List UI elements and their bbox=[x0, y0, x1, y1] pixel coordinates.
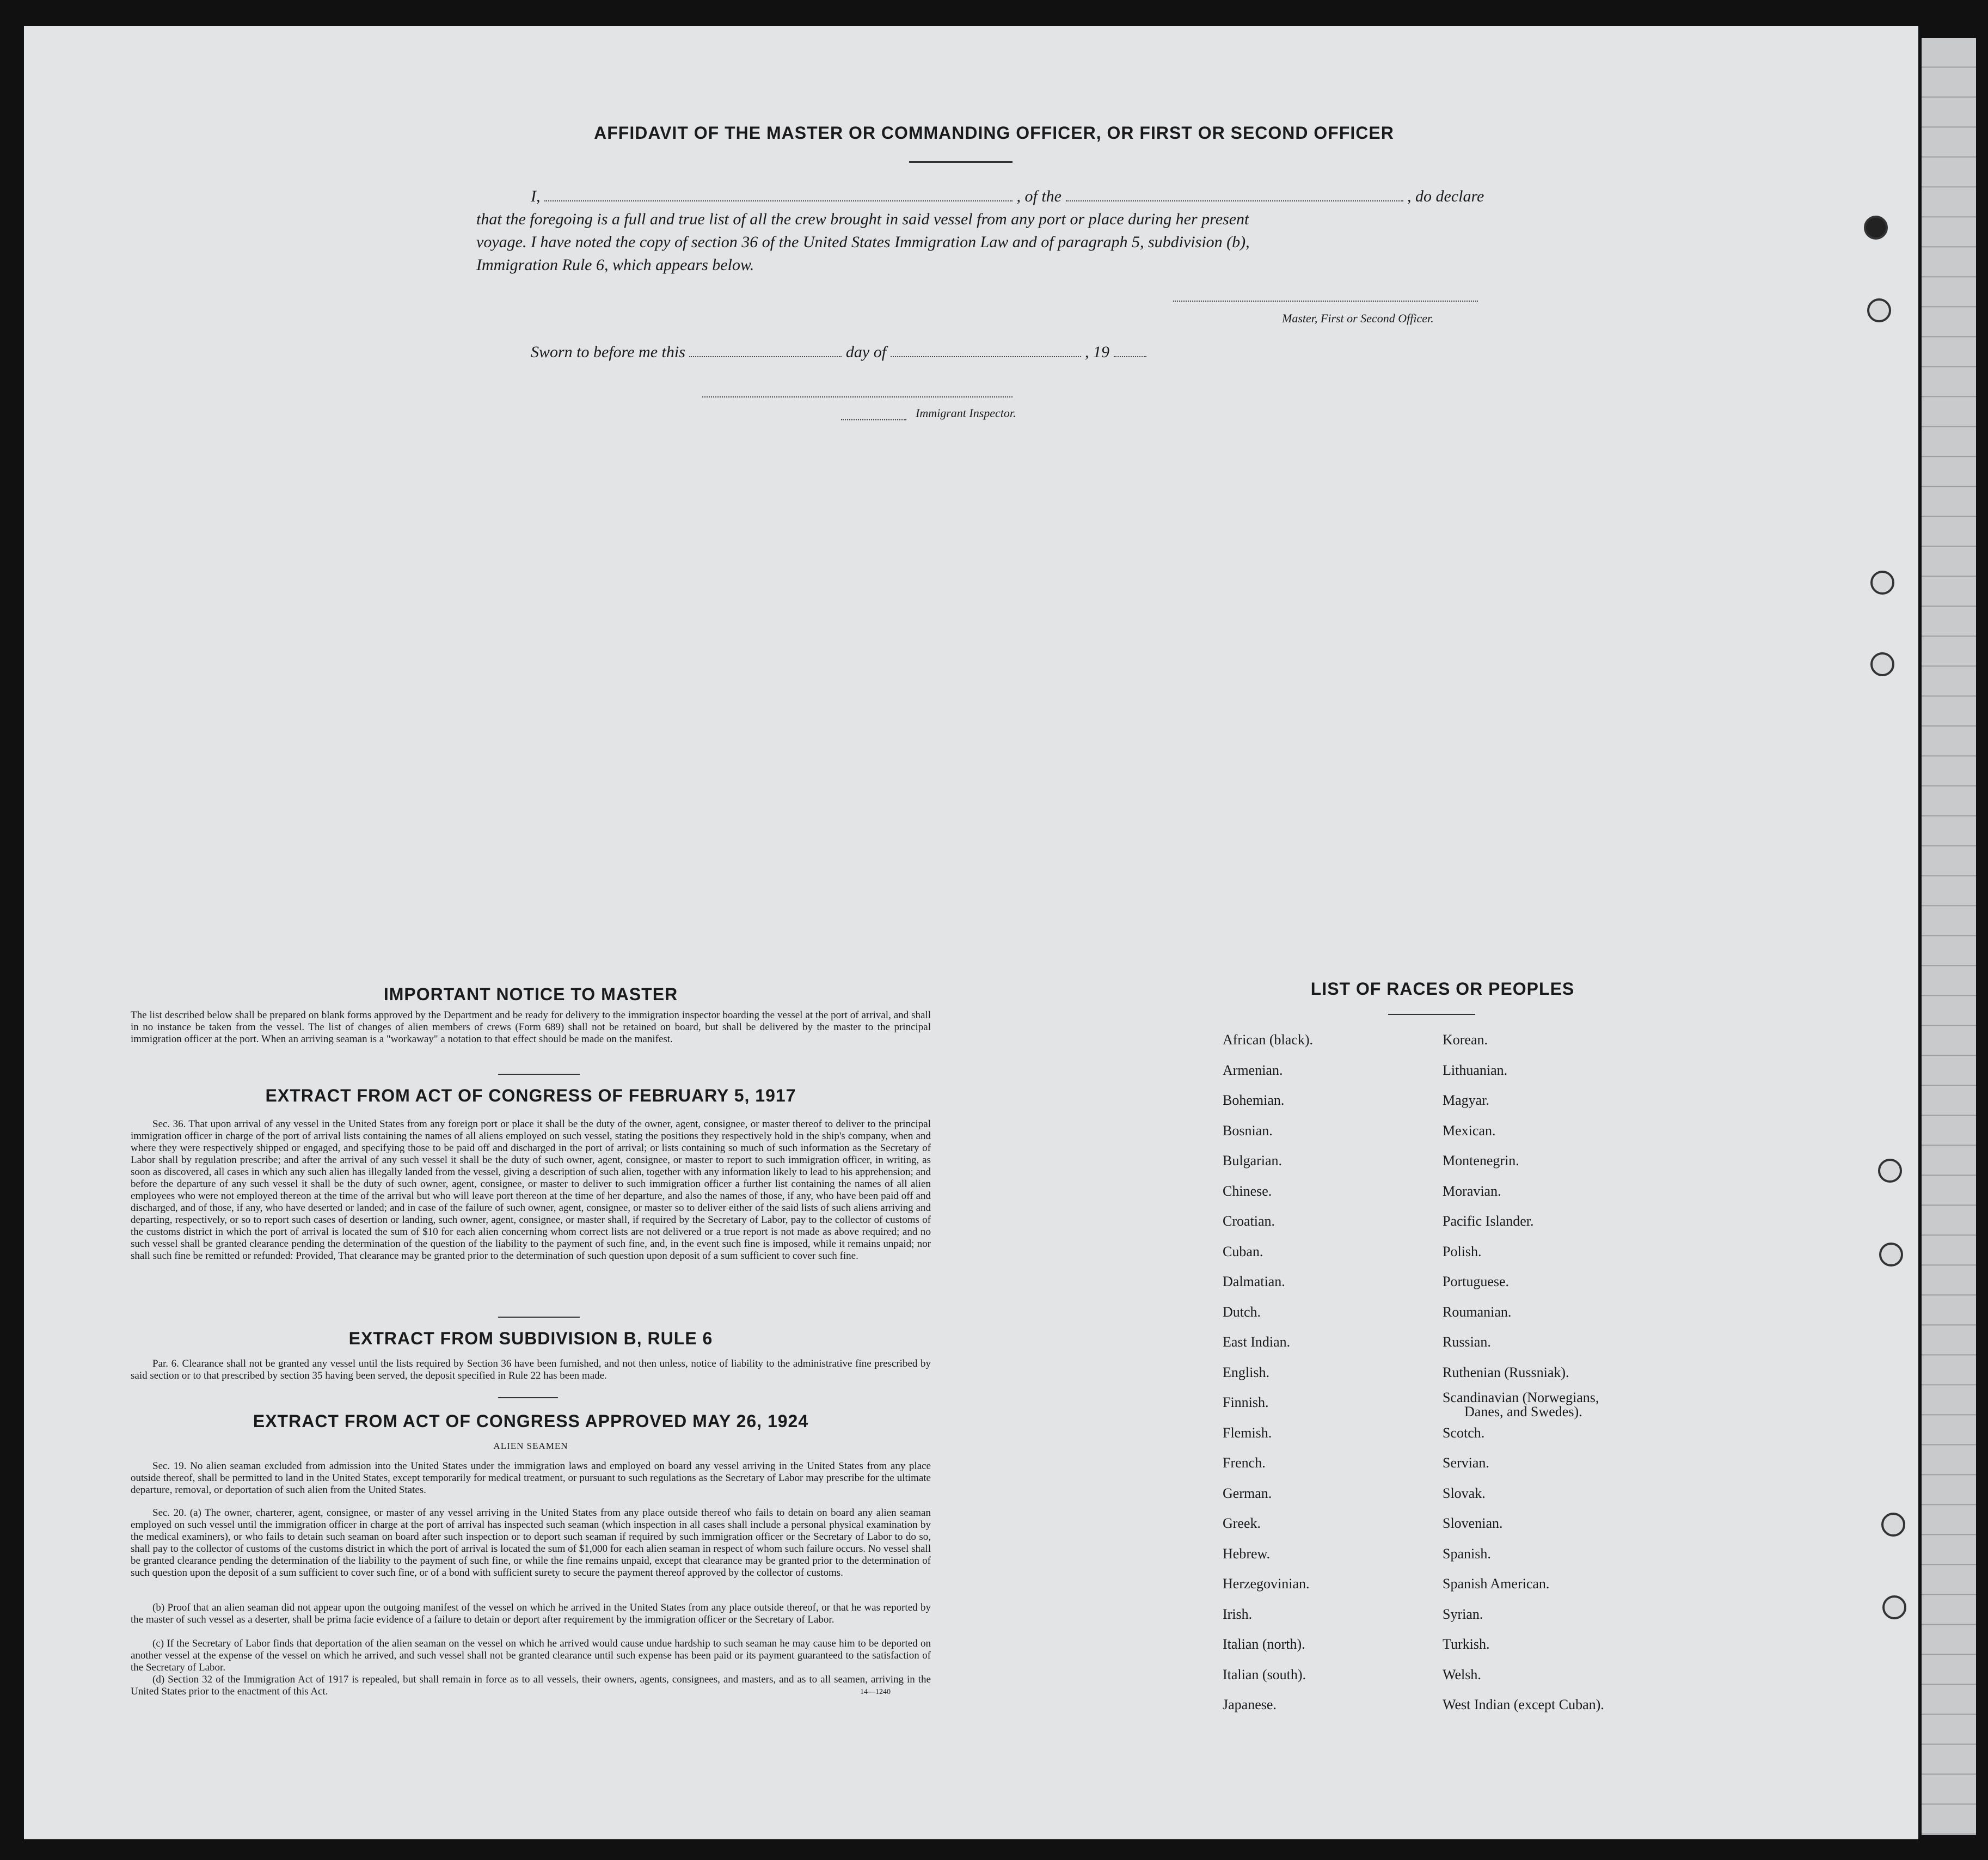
race-item: Lithuanian. bbox=[1443, 1062, 1508, 1078]
affidavit-i: I, bbox=[531, 187, 541, 205]
race-item: Spanish American. bbox=[1443, 1576, 1550, 1592]
race-item: Dutch. bbox=[1223, 1304, 1261, 1320]
divider bbox=[498, 1397, 558, 1398]
race-item: German. bbox=[1223, 1485, 1272, 1501]
extract-rule6-text: Par. 6. Clearance shall not be granted any vessel until the lists required by Section 36 have been furnished, and not then unless, notice of liability to the administrative fine prescribed by said section or to that prescribed by section 35 having been served, the deposit specified in Rule 22 has been made. bbox=[131, 1358, 931, 1381]
race-item-line: Scandinavian (Norwegians, bbox=[1443, 1390, 1599, 1405]
punch-hole bbox=[1879, 1243, 1903, 1266]
race-item: Croatian. bbox=[1223, 1213, 1275, 1229]
affidavit-title: AFFIDAVIT OF THE MASTER OR COMMANDING OFFICER, OR FIRST OR SECOND OFFICER bbox=[594, 123, 1394, 143]
races-title: LIST OF RACES OR PEOPLES bbox=[1310, 979, 1575, 999]
race-item: English. bbox=[1223, 1364, 1269, 1380]
race-item: Cuban. bbox=[1223, 1243, 1263, 1259]
race-item: Slovenian. bbox=[1443, 1515, 1503, 1531]
divider bbox=[498, 1074, 580, 1075]
day-of-label: day of bbox=[845, 343, 887, 361]
title-rule bbox=[909, 161, 1013, 163]
race-item: Finnish. bbox=[1223, 1394, 1269, 1410]
vessel-blank[interactable] bbox=[1066, 188, 1403, 201]
extract-1917-text: Sec. 36. That upon arrival of any vessel in the United States from any foreign port or place it shall be the duty of the owner, agent, consignee, or master thereof to deliver to the principal immigration officer in charge of the port of arrival lists containing the names of all aliens employed on such vessel, stating the positions they respectively hold in the ship's company, when and where they were respectively shipped or engaged, and specifying those to be paid off and discharged in the port of arrival; or lists containing so much of such information as the Secretary of Labor shall by regulation prescribe; and after the arrival of any such vessel it shall be the duty of such owner, agent, consignee, or master to report to such immigration officer, in writing, as soon as discovered, all cases in which any such alien has illegally landed from the vessel, giving a description of such alien, together with any information likely to lead to his apprehension; and before the departure of any such vessel it shall be the duty of such owner, agent, consignee, or master to deliver to such immigration officer a further list containing the names of all alien employees who were not employed thereon at the time of the arrival but who will leave port thereon at the time of her departure, and also the names of those, if any, who have been paid off and discharged, and of those, if any, who have deserted or landed; and in case of the failure of such owner, agent, consignee, or master so to deliver either of the said lists of such aliens arriving and departing, respectively, or so to report such cases of desertion or landing, such owner, agent, consignee, or master shall, if required by the Secretary of Labor, pay to the collector of customs of the customs district in which the port of arrival is located the sum of $10 for each alien concerning whom correct lists are not delivered or a true report is not made as above required; and no such vessel shall be granted clearance pending the determination of the question of the liability to the payment of such fine, and, in the event such fine is imposed, while it remains unpaid; nor shall such fine be remitted or refunded: Provided, That clearance may be granted prior to the determination of such question upon deposit of a sum sufficient to cover such fine. bbox=[131, 1118, 931, 1262]
race-item: Ruthenian (Russniak). bbox=[1443, 1364, 1569, 1380]
race-item: French. bbox=[1223, 1455, 1266, 1471]
inspector-prefix-line bbox=[841, 419, 906, 420]
races-column-1 bbox=[1223, 1025, 1313, 1720]
races-title-rule bbox=[1388, 1014, 1475, 1015]
inspector-signature-label: Immigrant Inspector. bbox=[916, 406, 1016, 420]
extract-rule6-title: EXTRACT FROM SUBDIVISION B, RULE 6 bbox=[348, 1329, 713, 1348]
race-item: Flemish. bbox=[1223, 1424, 1272, 1441]
sec20d-text: (d) Section 32 of the Immigration Act of 1917 is repealed, but shall remain in force as to all vessels, their owners, agents, consignees, and masters, and as to all seamen, arriving in the United States prior to the enactment of this Act. bbox=[131, 1674, 931, 1697]
race-item: Dalmatian. bbox=[1223, 1274, 1285, 1289]
race-item: Syrian. bbox=[1443, 1606, 1483, 1622]
notice-text: The list described below shall be prepared on blank forms approved by the Department and be ready for delivery to the immigration inspector boarding the vessel at the port of arrival, and shall in no instance be taken from the vessel. The list of changes of alien members of crews (Form 689) shall not be retained on board, but shall be delivered by the master to the principal immigration officer at the port. When an arriving seaman is a "workaway" a notation to that effect should be made on the manifest. bbox=[131, 1009, 931, 1045]
race-item: Mexican. bbox=[1443, 1122, 1496, 1139]
race-item: Moravian. bbox=[1443, 1183, 1501, 1199]
ruled-edge-sheet bbox=[1922, 38, 1976, 1835]
race-item: Russian. bbox=[1443, 1334, 1491, 1350]
race-item: Scotch. bbox=[1443, 1424, 1485, 1441]
extract-1924-title: EXTRACT FROM ACT OF CONGRESS APPROVED MAY 26, 1924 bbox=[253, 1411, 809, 1431]
sworn-label: Sworn to before me this bbox=[531, 343, 685, 361]
month-blank[interactable] bbox=[891, 344, 1081, 357]
sec20a-text: Sec. 20. (a) The owner, charterer, agent, consignee, or master of any vessel arriving in the United States from any place outside thereof who fails to detain on board any alien seaman employed on such vessel until the immigration officer in charge at the port of arrival has inspected such seaman (which inspection in all cases shall include a personal physical examination by the medical examiners), or who fails to detain such seaman on board after such inspection or to deport such seaman if required by such immigration officer or the Secretary of Labor to do so, shall pay to the collector of customs of the customs district in which the port of arrival is located the sum of $1,000 for each alien seaman in respect of whom such failure occurs. No vessel shall be granted clearance pending the determination of the liability to the payment of such fine, or while the fine remains unpaid, except that clearance may be granted prior to the determination of such question upon the deposit of a sum sufficient to cover such fine, or of a bond with sufficient surety to secure the payment thereof approved by the collector of customs. bbox=[131, 1507, 931, 1578]
race-item: Italian (south). bbox=[1223, 1666, 1306, 1682]
punch-hole bbox=[1882, 1595, 1906, 1619]
races-column-2 bbox=[1443, 1025, 1604, 1720]
alien-seamen-subtitle: ALIEN SEAMEN bbox=[493, 1441, 568, 1451]
day-blank[interactable] bbox=[689, 344, 842, 357]
race-item: Korean. bbox=[1443, 1032, 1488, 1048]
race-item: Polish. bbox=[1443, 1243, 1482, 1259]
race-item: Roumanian. bbox=[1443, 1304, 1512, 1320]
name-blank[interactable] bbox=[544, 188, 1013, 201]
race-item: West Indian (except Cuban). bbox=[1443, 1697, 1604, 1712]
race-item: Bosnian. bbox=[1223, 1122, 1273, 1139]
punch-hole bbox=[1878, 1159, 1902, 1183]
affidavit-declare: , do declare bbox=[1407, 187, 1484, 205]
race-item: Slovak. bbox=[1443, 1485, 1486, 1501]
race-item: Welsh. bbox=[1443, 1666, 1481, 1682]
race-item: African (black). bbox=[1223, 1032, 1314, 1048]
master-signature-label: Master, First or Second Officer. bbox=[1282, 311, 1434, 325]
punch-hole bbox=[1870, 571, 1894, 595]
race-item: Spanish. bbox=[1443, 1545, 1491, 1562]
race-item: Turkish. bbox=[1443, 1636, 1490, 1652]
race-item: Italian (north). bbox=[1223, 1636, 1305, 1652]
race-item: East Indian. bbox=[1223, 1334, 1291, 1350]
affidavit-line-2: that the foregoing is a full and true list of all the crew brought in said vessel from any port or place during her present bbox=[476, 210, 1249, 228]
race-item: Hebrew. bbox=[1223, 1545, 1271, 1562]
affidavit-of-the: , of the bbox=[1016, 187, 1062, 205]
affidavit-line-4: Immigration Rule 6, which appears below. bbox=[476, 256, 754, 274]
race-item: Pacific Islander. bbox=[1443, 1213, 1534, 1229]
race-item: Portuguese. bbox=[1443, 1274, 1510, 1289]
master-signature-line[interactable] bbox=[1173, 301, 1478, 302]
notice-title: IMPORTANT NOTICE TO MASTER bbox=[383, 984, 678, 1004]
sec20b-text: (b) Proof that an alien seaman did not appear upon the outgoing manifest of the vessel on which he arrived in the United States from any place outside thereof, or that he was reported by the master of such vessel as a deserter, shall be prima facie evidence of a failure to detain or deport after requirement by the immigration officer or the Secretary of Labor. bbox=[131, 1602, 931, 1625]
year-blank[interactable] bbox=[1114, 344, 1146, 357]
punch-hole bbox=[1870, 652, 1894, 676]
race-item-line: Danes, and Swedes). bbox=[1464, 1404, 1582, 1420]
race-item: Servian. bbox=[1443, 1455, 1489, 1471]
race-item: Chinese. bbox=[1223, 1183, 1272, 1199]
divider bbox=[498, 1317, 580, 1318]
inspector-signature-line[interactable] bbox=[702, 396, 1013, 397]
affidavit-line-1 bbox=[531, 185, 1521, 208]
race-item bbox=[1443, 1387, 1604, 1418]
form-number: 14—1240 bbox=[860, 1688, 891, 1696]
race-item: Armenian. bbox=[1223, 1062, 1283, 1078]
race-item: Montenegrin. bbox=[1443, 1153, 1519, 1168]
sec20c-text: (c) If the Secretary of Labor finds that deportation of the alien seaman on the vessel on which he arrived would cause undue hardship to such seaman he may cause him to be deported on another vessel at the expense of the vessel on which he arrived, and such vessel shall not be granted clearance until such expense has been paid or its payment guaranteed to the satisfaction of the Secretary of Labor. bbox=[131, 1638, 931, 1673]
race-item: Bulgarian. bbox=[1223, 1153, 1283, 1168]
race-item: Herzegovinian. bbox=[1223, 1576, 1310, 1592]
race-item: Bohemian. bbox=[1223, 1092, 1285, 1108]
race-item: Irish. bbox=[1223, 1606, 1253, 1622]
extract-1917-title: EXTRACT FROM ACT OF CONGRESS OF FEBRUARY 5, 1917 bbox=[265, 1086, 796, 1105]
punch-hole bbox=[1881, 1513, 1905, 1537]
affidavit-line-3: voyage. I have noted the copy of section 36 of the United States Immigration Law and of paragraph 5, subdivision (b), bbox=[476, 233, 1250, 251]
sworn-line bbox=[531, 341, 1238, 364]
punch-hole bbox=[1864, 216, 1888, 240]
race-item: Greek. bbox=[1223, 1515, 1261, 1531]
race-item: Magyar. bbox=[1443, 1092, 1489, 1108]
sec19-text: Sec. 19. No alien seaman excluded from admission into the United States under the immigration laws and employed on board any vessel arriving in the United States from any place outside thereof, shall be permitted to land in the United States, except temporarily for medical treatment, or pursuant to such regulations as the Secretary of Labor may prescribe for the ultimate departure, removal, or deportation of such alien from the United States. bbox=[131, 1460, 931, 1496]
year-label: , 19 bbox=[1085, 343, 1110, 361]
race-item: Japanese. bbox=[1223, 1697, 1277, 1712]
punch-hole bbox=[1867, 298, 1891, 322]
